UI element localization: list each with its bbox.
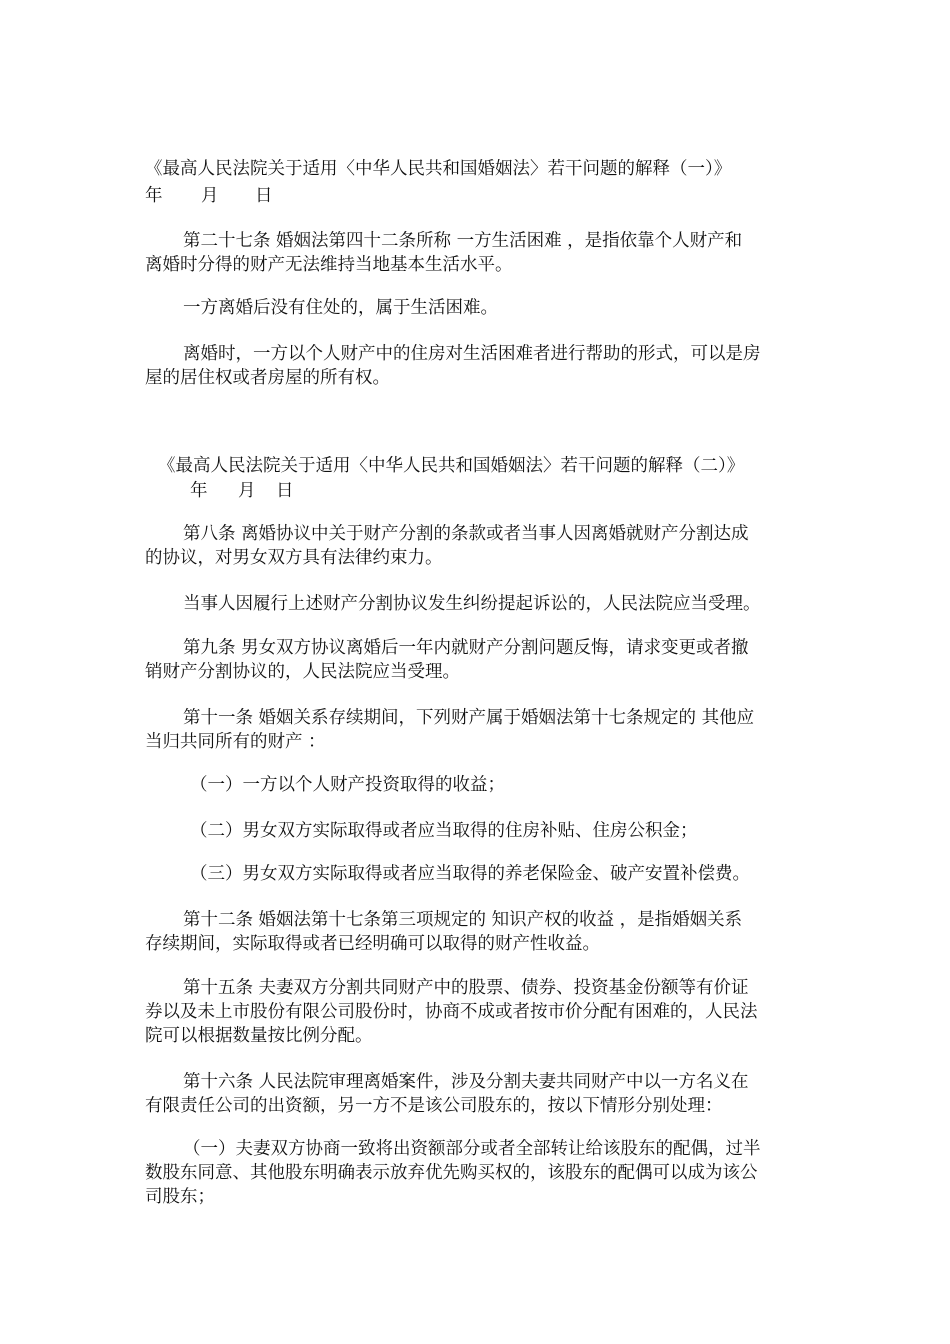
- article-8-line-2: 的协议，对男女双方具有法律约束力。: [145, 548, 443, 568]
- section1-paragraph-2: 一方离婚后没有住处的，属于生活困难。: [183, 298, 498, 318]
- article-11-item-2: （二）男女双方实际取得或者应当取得的住房补贴、住房公积金；: [190, 821, 698, 841]
- article-8-line-1: 第八条 离婚协议中关于财产分割的条款或者当事人因离婚就财产分割达成: [183, 524, 749, 544]
- article-8-supplement: 当事人因履行上述财产分割协议发生纠纷提起诉讼的，人民法院应当受理。: [183, 594, 761, 614]
- section2-date-day: 日: [276, 481, 294, 501]
- section2-date-month: 月: [238, 481, 256, 501]
- section2-date: [190, 483, 294, 501]
- article-16-line-2: 有限责任公司的出资额，另一方不是该公司股东的，按以下情形分别处理：: [145, 1096, 723, 1116]
- section1-title: 《最高人民法院关于适用〈中华人民共和国婚姻法〉若干问题的解释（一）》: [145, 159, 732, 179]
- article-15-line-2: 券以及未上市股份有限公司股份时，协商不成或者按市价分配有困难的，人民法: [145, 1002, 758, 1022]
- article-15-line-3: 院可以根据数量按比例分配。: [145, 1026, 373, 1046]
- article-12-line-1: 第十二条 婚姻法第十七条第三项规定的 知识产权的收益 ，是指婚姻关系: [183, 910, 743, 930]
- article-11-line-1: 第十一条 婚姻关系存续期间，下列财产属于婚姻法第十七条规定的 其他应: [183, 708, 755, 728]
- article-9-line-2: 销财产分割协议的，人民法院应当受理。: [145, 662, 460, 682]
- section1-date-month: 月: [201, 186, 219, 206]
- section1-date-day: 日: [255, 186, 273, 206]
- article-15-line-1: 第十五条 夫妻双方分割共同财产中的股票、债券、投资基金份额等有价证: [183, 978, 749, 998]
- section1-paragraph-3-line-2: 屋的居住权或者房屋的所有权。: [145, 368, 390, 388]
- article-16-item-1-line-1: （一）夫妻双方协商一致将出资额部分或者全部转让给该股东的配偶，过半: [183, 1139, 761, 1159]
- article-11-item-3: （三）男女双方实际取得或者应当取得的养老保险金、破产安置补偿费。: [190, 864, 750, 884]
- section1-date-year: 年: [145, 186, 163, 206]
- section1-paragraph-1-line-1: 第二十七条 婚姻法第四十二条所称 一方生活困难 ，是指依靠个人财产和: [183, 231, 743, 251]
- article-11-item-1: （一）一方以个人财产投资取得的收益；: [190, 775, 505, 795]
- article-12-line-2: 存续期间，实际取得或者已经明确可以取得的财产性收益。: [145, 934, 600, 954]
- article-16-line-1: 第十六条 人民法院审理离婚案件，涉及分割夫妻共同财产中以一方名义在: [183, 1072, 749, 1092]
- section1-date: [145, 188, 273, 206]
- article-16-item-1-line-3: 司股东；: [145, 1187, 215, 1207]
- article-11-line-2: 当归共同所有的财产 ：: [145, 732, 326, 752]
- section1-paragraph-1-line-2: 离婚时分得的财产无法维持当地基本生活水平。: [145, 255, 513, 275]
- section1-paragraph-3-line-1: 离婚时，一方以个人财产中的住房对生活困难者进行帮助的形式，可以是房: [183, 344, 761, 364]
- section2-title: 《最高人民法院关于适用〈中华人民共和国婚姻法〉若干问题的解释（二）》: [158, 456, 745, 476]
- section2-date-year: 年: [190, 481, 208, 501]
- article-16-item-1-line-2: 数股东同意、其他股东明确表示放弃优先购买权的，该股东的配偶可以成为该公: [145, 1163, 758, 1183]
- article-9-line-1: 第九条 男女双方协议离婚后一年内就财产分割问题反悔，请求变更或者撤: [183, 638, 749, 658]
